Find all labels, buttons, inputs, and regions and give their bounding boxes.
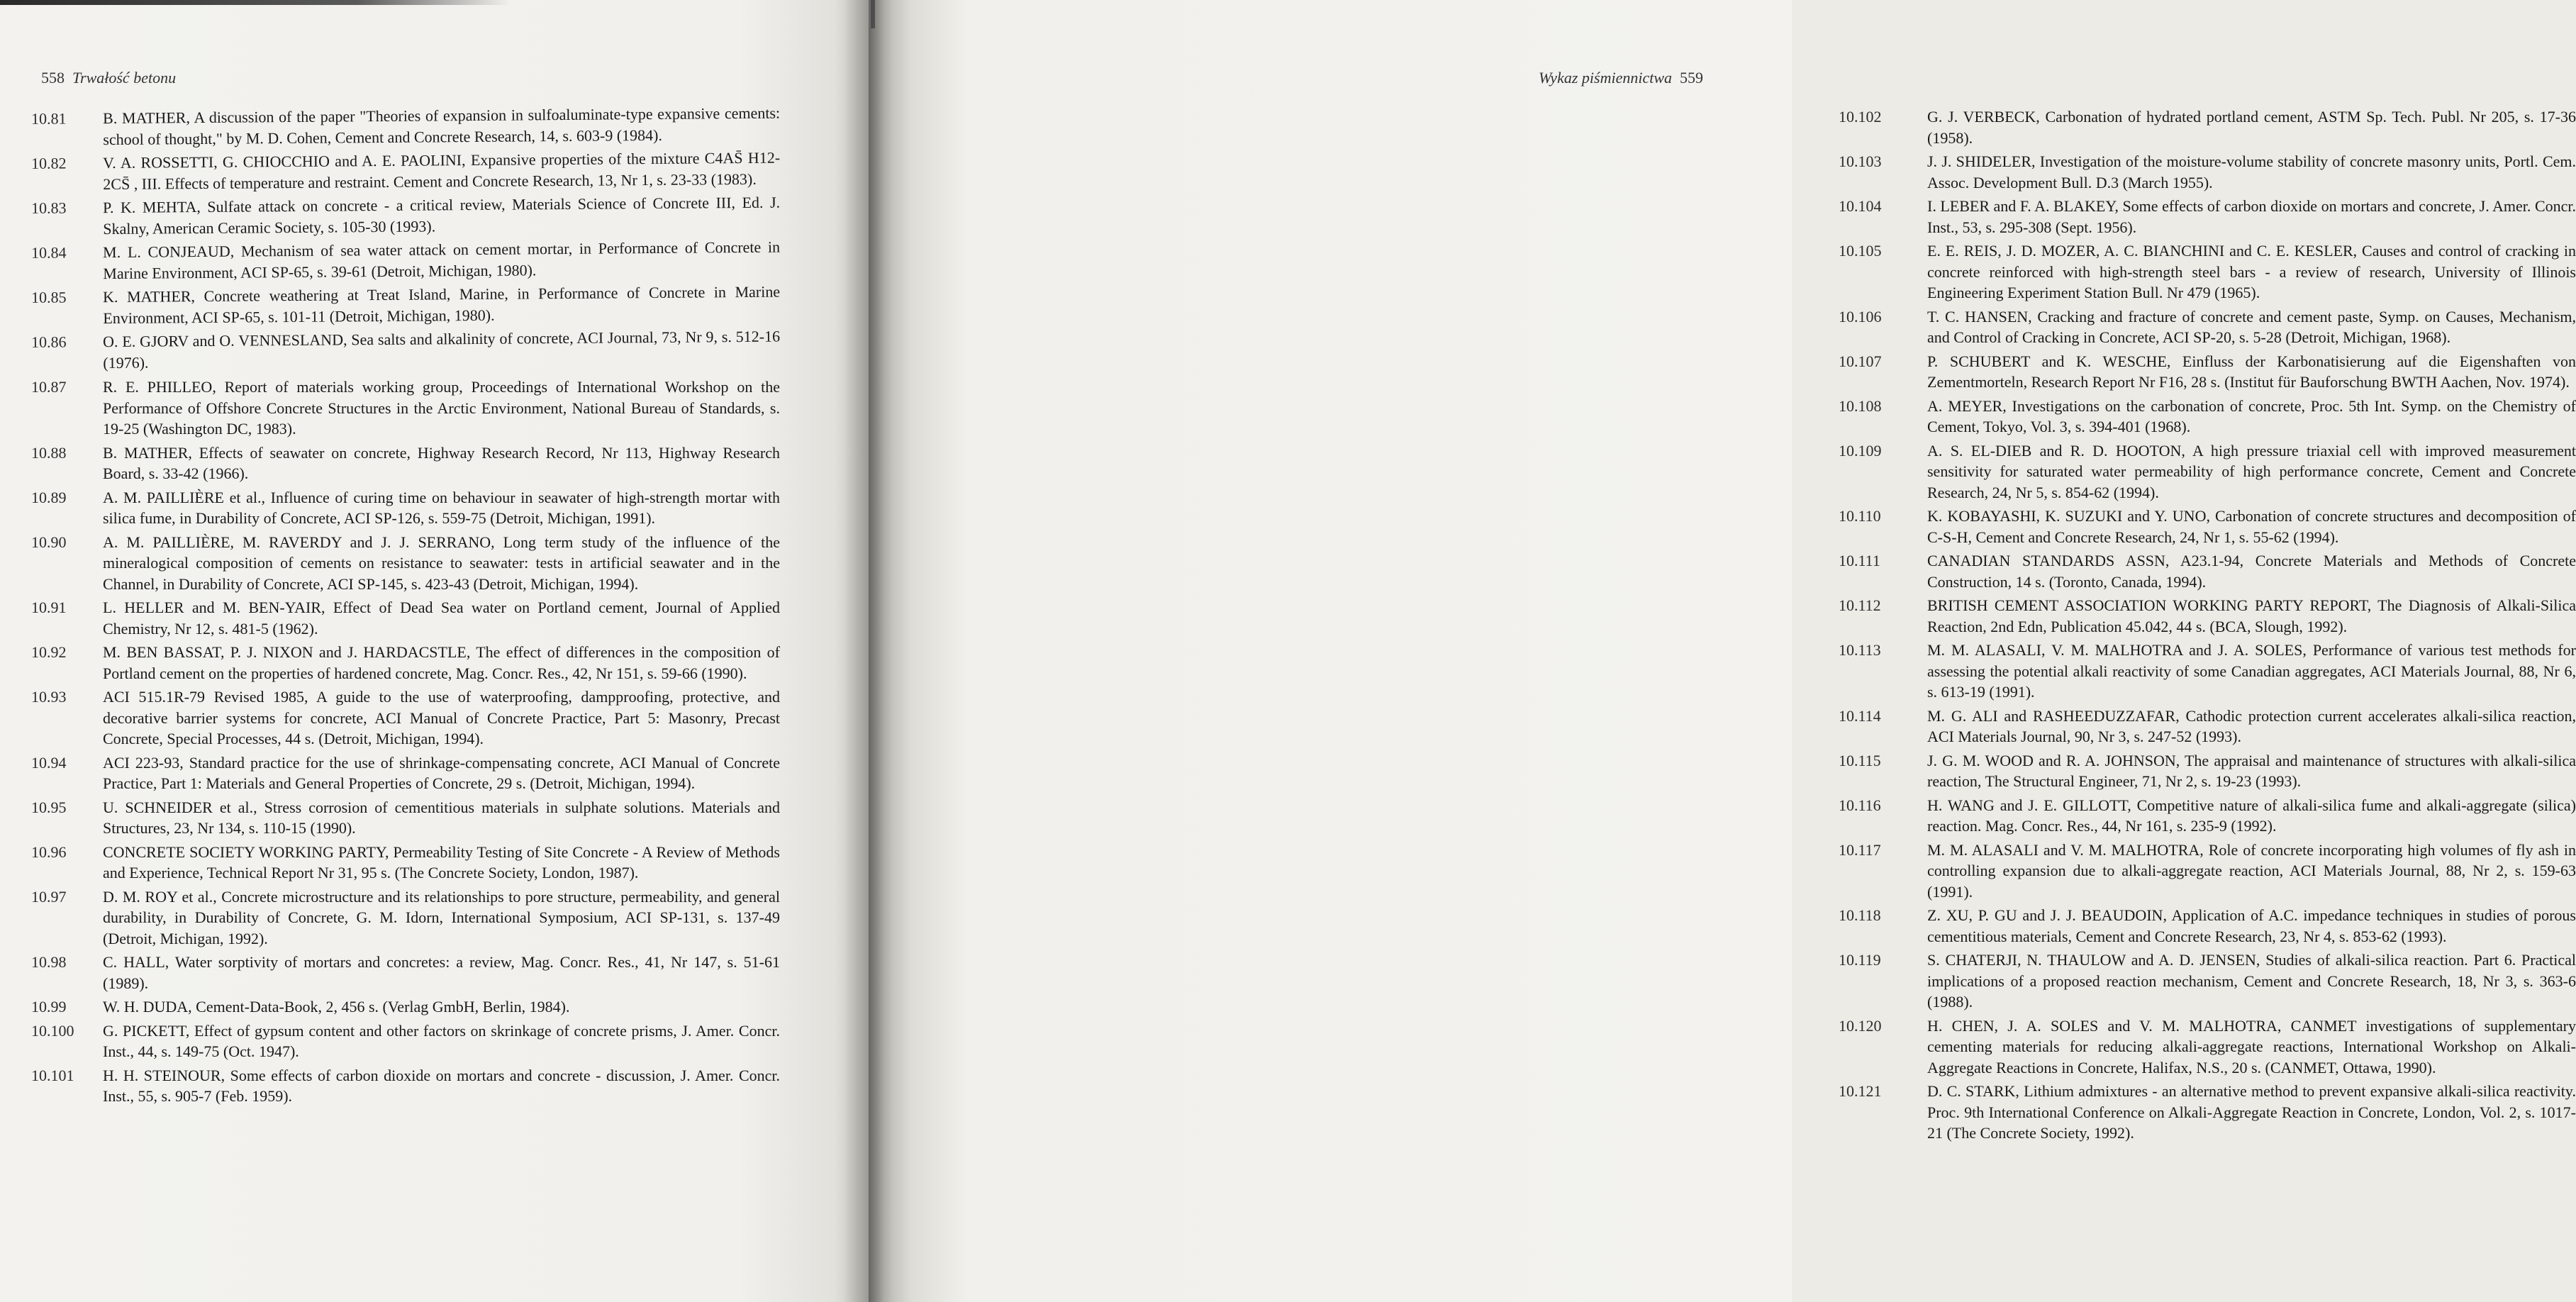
reference-text: Z. XU, P. GU and J. J. BEAUDOIN, Application of A.C. impedance techniques in studies of porous cementitious materials, Cement and Concrete Research, 23, Nr 4, s. 853-62 (1993).: [1927, 906, 2576, 945]
reference-text: J. G. M. WOOD and R. A. JOHNSON, The appraisal and maintenance of structures with alkali-silica reaction, The Structural Engineer, 71, Nr 2, s. 19-23 (1993).: [1927, 751, 2576, 790]
reference-number: 10.83: [31, 199, 67, 217]
reference-text: B. MATHER, A discussion of the paper "Theories of expansion in sulfoaluminate-type expansive cements: school of thought," by M. D. Cohen, Cement and Concrete Research, 14, s. 603-9 (1984).: [103, 104, 781, 148]
reference-text: CANADIAN STANDARDS ASSN, A23.1-94, Concrete Materials and Methods of Concrete Construction, 14 s. (Toronto, Canada, 1994).: [1927, 552, 2576, 591]
reference-entry: [21, 597, 780, 639]
reference-text: A. M. PAILLIÈRE, M. RAVERDY and J. J. SERRANO, Long term study of the influence of the mineralogical composition of cements on resistance to seawater: tests in artificial seawater and in the Channel, in Durability of Concrete, ACI SP-145, s. 423-43 (Detroit, Michigan, 1994).: [103, 533, 780, 593]
reference-entry: [21, 886, 780, 950]
reference-text: R. E. PHILLEO, Report of materials working group, Proceedings of International Workshop on the Performance of Offshore Concrete Structures in the Arctic Environment, National Bureau of Standards, s. 19-25 (Washington DC, 1983).: [103, 378, 780, 438]
reference-number: 10.86: [31, 333, 67, 351]
reference-number: 10.84: [31, 243, 67, 262]
reference-text: I. LEBER and F. A. BLAKEY, Some effects of carbon dioxide on mortars and concrete, J. Amer. Concr. Inst., 53, s. 295-308 (Sept. 1956).: [1927, 197, 2576, 236]
reference-entry: [21, 282, 780, 329]
reference-entry: [21, 326, 780, 374]
reference-entry: [1839, 106, 2576, 148]
reference-number: 10.101: [31, 1066, 74, 1084]
reference-number: 10.111: [1839, 552, 1880, 569]
right-page-number: 559: [1680, 69, 1703, 87]
reference-number: 10.104: [1839, 197, 1882, 215]
reference-number: 10.93: [31, 688, 67, 706]
reference-number: 10.95: [31, 798, 67, 816]
reference-entry: [1839, 706, 2576, 747]
reference-entry: [21, 952, 780, 994]
reference-text: A. MEYER, Investigations on the carbonation of concrete, Proc. 5th Int. Symp. on the Chemistry of Cement, Tokyo, Vol. 3, s. 394-401 (1968).: [1927, 396, 2576, 435]
reference-entry: [1839, 905, 2576, 947]
reference-entry: [21, 642, 780, 684]
reference-list-right: [1839, 106, 2576, 1147]
reference-entry: [1839, 306, 2576, 348]
reference-text: A. M. PAILLIÈRE et al., Influence of curing time on behaviour in seawater of high-strength mortar with silica fume, in Durability of Concrete, ACI SP-126, s. 559-75 (Detroit, Michigan, 1991).: [103, 488, 780, 527]
right-running-head: [1539, 69, 1703, 87]
reference-text: M. G. ALI and RASHEEDUZZAFAR, Cathodic protection current accelerates alkali-silica reaction, ACI Materials Journal, 90, Nr 3, s. 247-52 (1993).: [1927, 706, 2576, 745]
reference-entry: [1839, 795, 2576, 837]
reference-number: 10.98: [31, 953, 67, 971]
reference-text: C. HALL, Water sorptivity of mortars and concretes: a review, Mag. Concr. Res., 41, Nr 147, s. 51-61 (1989).: [103, 953, 780, 992]
reference-number: 10.82: [31, 154, 67, 172]
reference-text: K. MATHER, Concrete weathering at Treat Island, Marine, in Performance of Concrete in Marine Environment, ACI SP-65, s. 101-11 (Detroit, Michigan, 1980).: [103, 282, 781, 327]
reference-number: 10.109: [1839, 441, 1882, 460]
reference-text: H. H. STEINOUR, Some effects of carbon dioxide on mortars and concrete - discussion, J. Amer. Concr. Inst., 55, s. 905-7 (Feb. 1959).: [103, 1066, 780, 1105]
reference-entry: [1839, 750, 2576, 792]
reference-number: 10.118: [1839, 906, 1881, 924]
left-page-number: 558: [41, 69, 65, 87]
reference-entry: [1839, 640, 2576, 703]
reference-number: 10.102: [1839, 108, 1882, 126]
reference-entry: [1839, 196, 2576, 238]
right-page: [869, 0, 2576, 1302]
reference-text: CONCRETE SOCIETY WORKING PARTY, Permeability Testing of Site Concrete - A Review of Methods and Experience, Technical Report Nr 31, 95 s. (The Concrete Society, London, 1987).: [103, 842, 780, 881]
reference-entry: [1839, 550, 2576, 592]
reference-number: 10.94: [31, 753, 67, 772]
reference-text: BRITISH CEMENT ASSOCIATION WORKING PARTY REPORT, The Diagnosis of Alkali-Silica Reaction, 2nd Edn, Publication 45.042, 44 s. (BCA, Slough, 1992).: [1927, 596, 2576, 635]
reference-number: 10.110: [1839, 507, 1881, 525]
reference-number: 10.90: [31, 533, 67, 551]
reference-text: M. M. ALASALI, V. M. MALHOTRA and J. A. SOLES, Performance of various test methods for assessing the potential alkali reactivity of some Canadian aggregates, ACI Materials Journal, 88, Nr 6, s. 613-19 (1991).: [1927, 641, 2576, 701]
reference-text: J. J. SHIDELER, Investigation of the moisture-volume stability of concrete masonry units, Portl. Cem. Assoc. Development Bull. D.3 (March 1955).: [1927, 152, 2576, 191]
reference-text: E. E. REIS, J. D. MOZER, A. C. BIANCHINI and C. E. KESLER, Causes and control of cracking in concrete reinforced with high-strength steel bars - a review of research, University of Illinois Engineering Experiment Station Bull. Nr 479 (1965).: [1927, 242, 2576, 301]
reference-number: 10.108: [1839, 396, 1882, 415]
reference-text: P. SCHUBERT and K. WESCHE, Einfluss der Karbonatisierung auf die Eigenshaften von Zementmorteln, Research Report Nr F16, 28 s. (Institut für Bauforschung BWTH Aachen, Nov. 1974).: [1927, 352, 2576, 391]
reference-number: 10.96: [31, 842, 67, 861]
reference-number: 10.114: [1839, 706, 1881, 725]
reference-entry: [21, 487, 780, 529]
reference-entry: [21, 1065, 780, 1107]
reference-text: M. L. CONJEAUD, Mechanism of sea water attack on cement mortar, in Performance of Concrete in Marine Environment, ACI SP-65, s. 39-61 (Detroit, Michigan, 1980).: [103, 238, 781, 282]
reference-text: S. CHATERJI, N. THAULOW and A. D. JENSEN, Studies of alkali-silica reaction. Part 6. Practical implications of a proposed reaction mechanism, Cement and Concrete Research, 18, Nr 3, s. 363-6 (1988).: [1927, 951, 2576, 1011]
left-page: [0, 0, 869, 1302]
reference-number: 10.112: [1839, 596, 1881, 614]
reference-text: O. E. GJORV and O. VENNESLAND, Sea salts and alkalinity of concrete, ACI Journal, 73, Nr 9, s. 512-16 (1976).: [103, 327, 781, 372]
reference-text: D. C. STARK, Lithium admixtures - an alternative method to prevent expansive alkali-silica reactivity. Proc. 9th International Conference on Alkali-Aggregate Reaction in Concrete, London, Vol. 2, s. 1017-21 (The Concrete Society, 1992).: [1927, 1082, 2576, 1142]
reference-number: 10.115: [1839, 751, 1881, 769]
reference-text: P. K. MEHTA, Sulfate attack on concrete - a critical review, Materials Science of Concrete III, Ed. J. Skalny, American Ceramic Society, s. 105-30 (1993).: [103, 193, 781, 238]
reference-entry: [21, 148, 780, 195]
reference-number: 10.103: [1839, 152, 1882, 170]
reference-number: 10.106: [1839, 307, 1882, 326]
left-running-head: [41, 69, 176, 87]
reference-entry: [21, 752, 780, 794]
reference-number: 10.89: [31, 488, 67, 506]
reference-entry: [1839, 506, 2576, 547]
reference-number: 10.85: [31, 288, 67, 306]
reference-entry: [1839, 950, 2576, 1013]
reference-entry: [21, 377, 780, 440]
reference-number: 10.105: [1839, 242, 1882, 260]
reference-entry: [21, 532, 780, 595]
reference-text: U. SCHNEIDER et al., Stress corrosion of cementitious materials in sulphate solutions. Materials and Structures, 23, Nr 134, s. 110-15 (1990).: [103, 798, 780, 837]
reference-entry: [21, 996, 780, 1018]
reference-text: B. MATHER, Effects of seawater on concrete, Highway Research Record, Nr 113, Highway Research Board, s. 33-42 (1966).: [103, 443, 780, 482]
reference-entry: [1839, 595, 2576, 637]
reference-list-left: [21, 104, 781, 1110]
reference-number: 10.92: [31, 643, 67, 661]
reference-text: A. S. EL-DIEB and R. D. HOOTON, A high pressure triaxial cell with improved measurement sensitivity for saturated water permeability of high performance concrete, Cement and Concrete Research, 24, Nr 5, s. 854-62 (1994).: [1927, 441, 2576, 501]
reference-entry: [1839, 351, 2576, 393]
reference-text: K. KOBAYASHI, K. SUZUKI and Y. UNO, Carbonation of concrete structures and decomposition of C-S-H, Cement and Concrete Research, 24, Nr 1, s. 55-62 (1994).: [1927, 507, 2576, 546]
reference-entry: [1839, 396, 2576, 438]
reference-text: H. WANG and J. E. GILLOTT, Competitive nature of alkali-silica fume and alkali-aggregate (silica) reaction. Mag. Concr. Res., 44, Nr 161, s. 235-9 (1992).: [1927, 796, 2576, 835]
reference-text: H. CHEN, J. A. SOLES and V. M. MALHOTRA, CANMET investigations of supplementary cementing materials for reducing alkali-aggregate reactions, International Workshop on Alkali-Aggregate Reactions in Concrete, Halifax, N.S., 20 s. (CANMET, Ottawa, 1990).: [1927, 1016, 2576, 1076]
reference-number: 10.117: [1839, 840, 1881, 859]
reference-number: 10.107: [1839, 352, 1882, 370]
reference-text: T. C. HANSEN, Cracking and fracture of concrete and cement paste, Symp. on Causes, Mechanism, and Control of Cracking in Concrete, ACI SP-20, s. 5-28 (Detroit, Michigan, 1968).: [1927, 307, 2576, 346]
reference-entry: [21, 192, 780, 240]
reference-entry: [1839, 151, 2576, 193]
reference-number: 10.119: [1839, 951, 1881, 969]
reference-entry: [21, 237, 780, 284]
reference-entry: [21, 1020, 780, 1062]
reference-number: 10.97: [31, 887, 67, 906]
right-running-title: Wykaz piśmiennictwa: [1539, 69, 1672, 87]
reference-number: 10.116: [1839, 796, 1881, 814]
reference-entry: [1839, 240, 2576, 304]
reference-number: 10.88: [31, 443, 67, 462]
reference-text: ACI 223-93, Standard practice for the use of shrinkage-compensating concrete, ACI Manual of Concrete Practice, Part 1: Materials and General Properties of Concrete, 29 s. (Detroit, Michigan, 1994).: [103, 753, 780, 792]
reference-entry: [1839, 840, 2576, 903]
scan-edge-mark: [0, 0, 511, 5]
reference-text: L. HELLER and M. BEN-YAIR, Effect of Dead Sea water on Portland cement, Journal of Applied Chemistry, Nr 12, s. 481-5 (1962).: [103, 599, 780, 638]
reference-text: M. M. ALASALI and V. M. MALHOTRA, Role of concrete incorporating high volumes of fly ash in controlling expansion due to alkali-aggregate reaction, ACI Materials Journal, 88, Nr 2, s. 159-63 (1991).: [1927, 840, 2576, 901]
reference-number: 10.91: [31, 599, 67, 616]
scan-edge-mark-right: [871, 0, 875, 28]
reference-number: 10.113: [1839, 641, 1881, 659]
reference-text: M. BEN BASSAT, P. J. NIXON and J. HARDACSTLE, The effect of differences in the composition of Portland cement on the properties of hardened concrete, Mag. Concr. Res., 42, Nr 151, s. 59-66 (1990).: [103, 643, 780, 682]
left-running-title: Trwałość betonu: [72, 69, 177, 87]
reference-number: 10.81: [31, 109, 67, 128]
reference-entry: [1839, 1081, 2576, 1144]
reference-text: ACI 515.1R-79 Revised 1985, A guide to the use of waterproofing, dampproofing, protective, and decorative barrier systems for concrete, ACI Manual of Concrete Practice, Part 5: Masonry, Precast Concrete, Special Processes, 44 s. (Detroit, Michigan, 1994).: [103, 688, 780, 747]
reference-text: D. M. ROY et al., Concrete microstructure and its relationships to pore structure, permeability, and general durability, in Durability of Concrete, G. M. Idorn, International Symposium, ACI SP-131, s. 137-49 (Detroit, Michigan, 1992).: [103, 887, 780, 947]
reference-entry: [21, 443, 780, 484]
reference-entry: [21, 103, 780, 150]
reference-number: 10.121: [1839, 1082, 1882, 1100]
reference-entry: [21, 797, 780, 839]
reference-text: W. H. DUDA, Cement-Data-Book, 2, 456 s. (Verlag GmbH, Berlin, 1984).: [103, 998, 570, 1016]
reference-entry: [1839, 1016, 2576, 1079]
reference-text: V. A. ROSSETTI, G. CHIOCCHIO and A. E. PAOLINI, Expansive properties of the mixture C4AS̄ H12-2CS̄ , III. Effects of temperature and restraint. Cement and Concrete Research, 13, Nr 1, s. 23-33 (1983).: [103, 148, 781, 193]
reference-text: G. J. VERBECK, Carbonation of hydrated portland cement, ASTM Sp. Tech. Publ. Nr 205, s. 17-36 (1958).: [1927, 108, 2576, 147]
reference-entry: [21, 686, 780, 750]
reference-number: 10.100: [31, 1021, 74, 1040]
reference-number: 10.87: [31, 378, 67, 396]
reference-text: G. PICKETT, Effect of gypsum content and other factors on skrinkage of concrete prisms, J. Amer. Concr. Inst., 44, s. 149-75 (Oct. 1947).: [103, 1021, 780, 1060]
reference-entry: [1839, 440, 2576, 503]
reference-entry: [21, 842, 780, 884]
reference-number: 10.120: [1839, 1016, 1882, 1035]
reference-number: 10.99: [31, 998, 67, 1016]
